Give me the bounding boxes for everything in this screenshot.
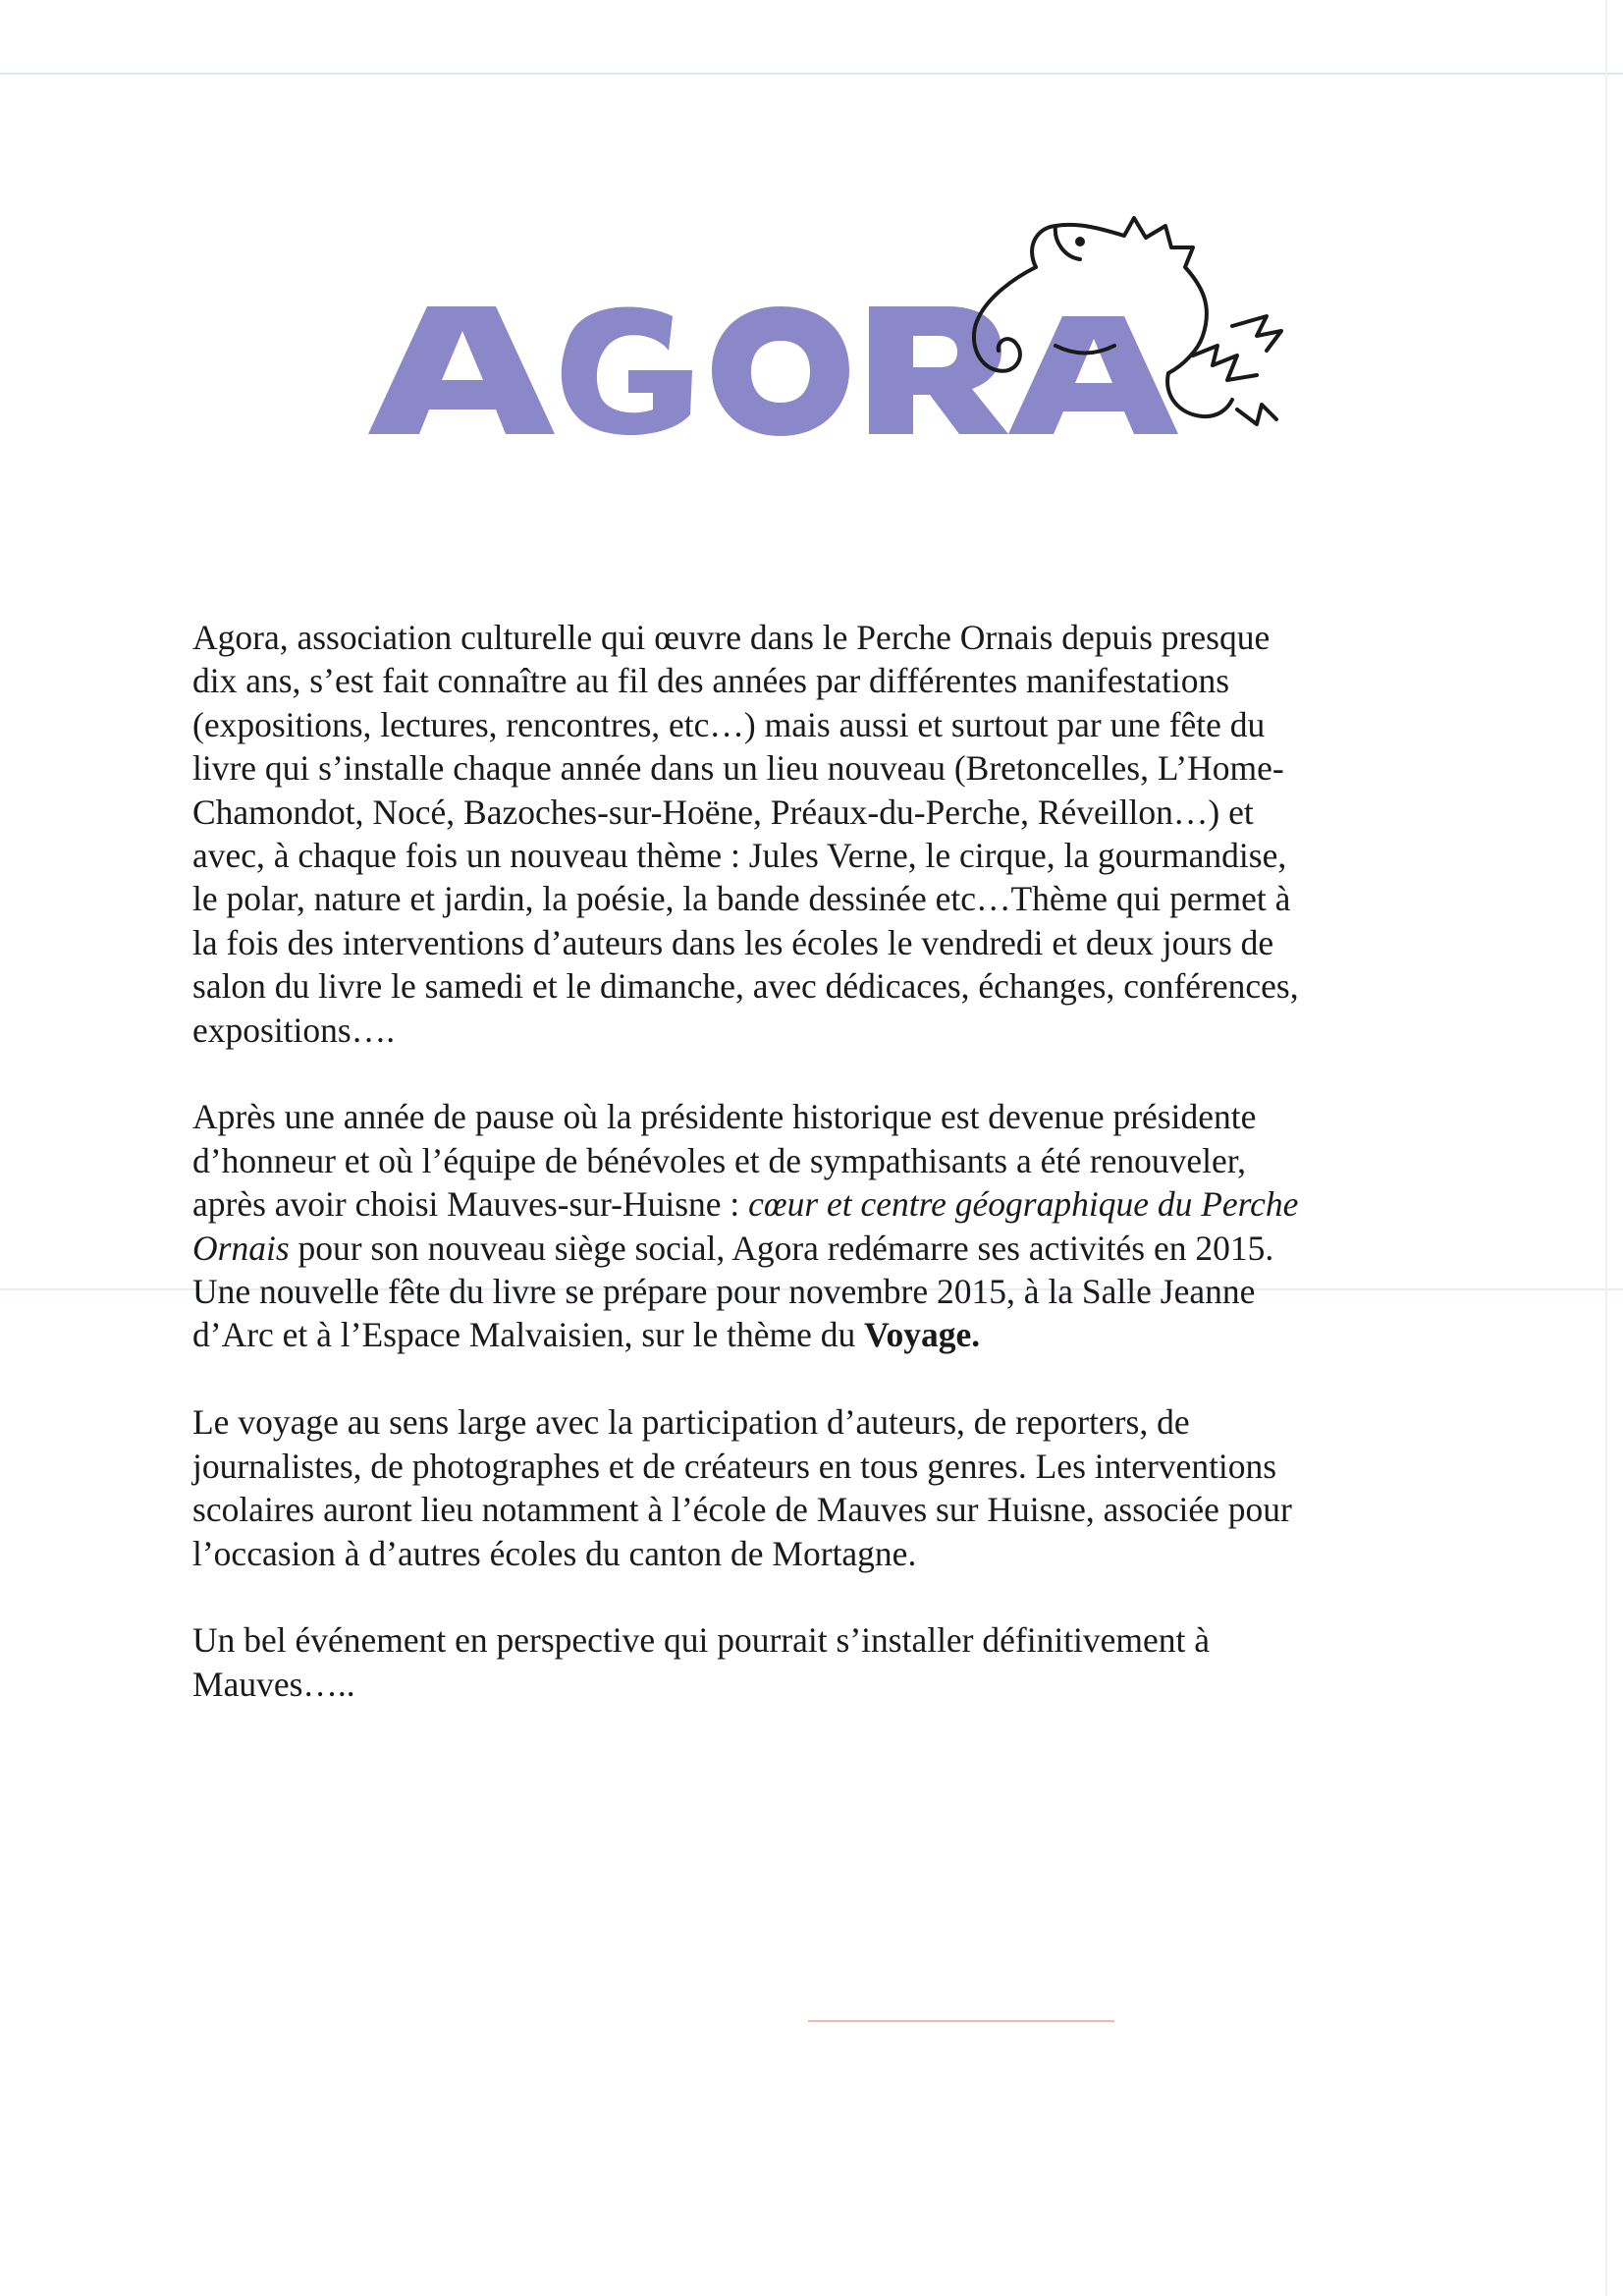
article-body <box>192 616 1439 1750</box>
text-line: expositions…. <box>192 1010 396 1050</box>
text-line <box>192 1227 1439 1270</box>
text-line: avec, à chaque fois un nouveau thème : Jules Verne, le cirque, la gourmandise, <box>192 836 1287 876</box>
agora-logo <box>349 208 1291 465</box>
text-line: Une nouvelle fête du livre se prépare pour novembre 2015, à la Salle Jeanne <box>192 1272 1256 1312</box>
text-line: Un bel événement en perspective qui pourrait s’installer définitivement à <box>192 1620 1211 1661</box>
text-line: la fois des interventions d’auteurs dans les écoles le vendredi et deux jours de <box>192 922 1274 962</box>
logo-letter-a2 <box>1008 316 1178 434</box>
text-line <box>192 1313 1439 1356</box>
text-line: Mauves….. <box>192 1664 355 1704</box>
text-line: Agora, association culturelle qui œuvre dans le Perche Ornais depuis presque <box>192 618 1271 657</box>
logo-letter-a1 <box>368 306 555 434</box>
scan-artifact-top-line <box>0 73 1623 75</box>
logo-letter-r <box>869 306 1008 434</box>
text-line: l’occasion à d’autres écoles du canton de Mortagne. <box>192 1533 917 1573</box>
paragraph-closing <box>192 1618 1439 1706</box>
text-line: livre qui s’installe chaque année dans un lieu nouveau (Bretoncelles, L’Home- <box>192 748 1284 789</box>
text-line: (expositions, lectures, rencontres, etc…) mais aussi et surtout par une fête du <box>192 704 1266 744</box>
paragraph-voyage <box>192 1400 1439 1575</box>
italic-emphasis: cœur et centre géographique du Perche <box>748 1184 1299 1225</box>
logo-letter-g <box>562 306 692 435</box>
text-line: scolaires auront lieu notamment à l’école de Mauves sur Huisne, associée pour <box>192 1490 1292 1530</box>
paragraph-relaunch <box>192 1095 1439 1356</box>
scan-artifact-right-edge <box>1605 0 1607 2296</box>
text-line: Après une année de pause où la présidente historique est devenue présidente <box>192 1097 1257 1137</box>
text-segment: d’Arc et à l’Espace Malvaisien, sur le thème du <box>192 1315 865 1355</box>
italic-emphasis: Ornais <box>192 1228 290 1268</box>
text-line: Le voyage au sens large avec la participation d’auteurs, de reporters, de <box>192 1402 1190 1443</box>
text-line: journalistes, de photographes et de créateurs en tous genres. Les interventions <box>192 1446 1277 1486</box>
text-line <box>192 1182 1439 1226</box>
bold-theme: Voyage. <box>864 1315 981 1355</box>
text-segment: pour son nouveau siège social, Agora redémarre ses activités en 2015. <box>289 1228 1274 1268</box>
text-line: dix ans, s’est fait connaître au fil des années par différentes manifestations <box>192 661 1230 701</box>
text-line: le polar, nature et jardin, la poésie, la bande dessinée etc…Thème qui permet à <box>192 879 1291 919</box>
text-line: d’honneur et où l’équipe de bénévoles et de sympathisants a été renouveler, <box>192 1140 1247 1180</box>
scan-artifact-mark <box>808 2020 1114 2022</box>
paragraph-intro <box>192 616 1439 1052</box>
logo-letter-o <box>712 306 849 436</box>
text-line: salon du livre le samedi et le dimanche, avec dédicaces, échanges, conférences, <box>192 966 1299 1007</box>
text-segment: après avoir choisi Mauves-sur-Huisne : <box>192 1184 749 1225</box>
text-line: Chamondot, Nocé, Bazoches-sur-Hoëne, Préaux-du-Perche, Réveillon…) et <box>192 792 1254 832</box>
